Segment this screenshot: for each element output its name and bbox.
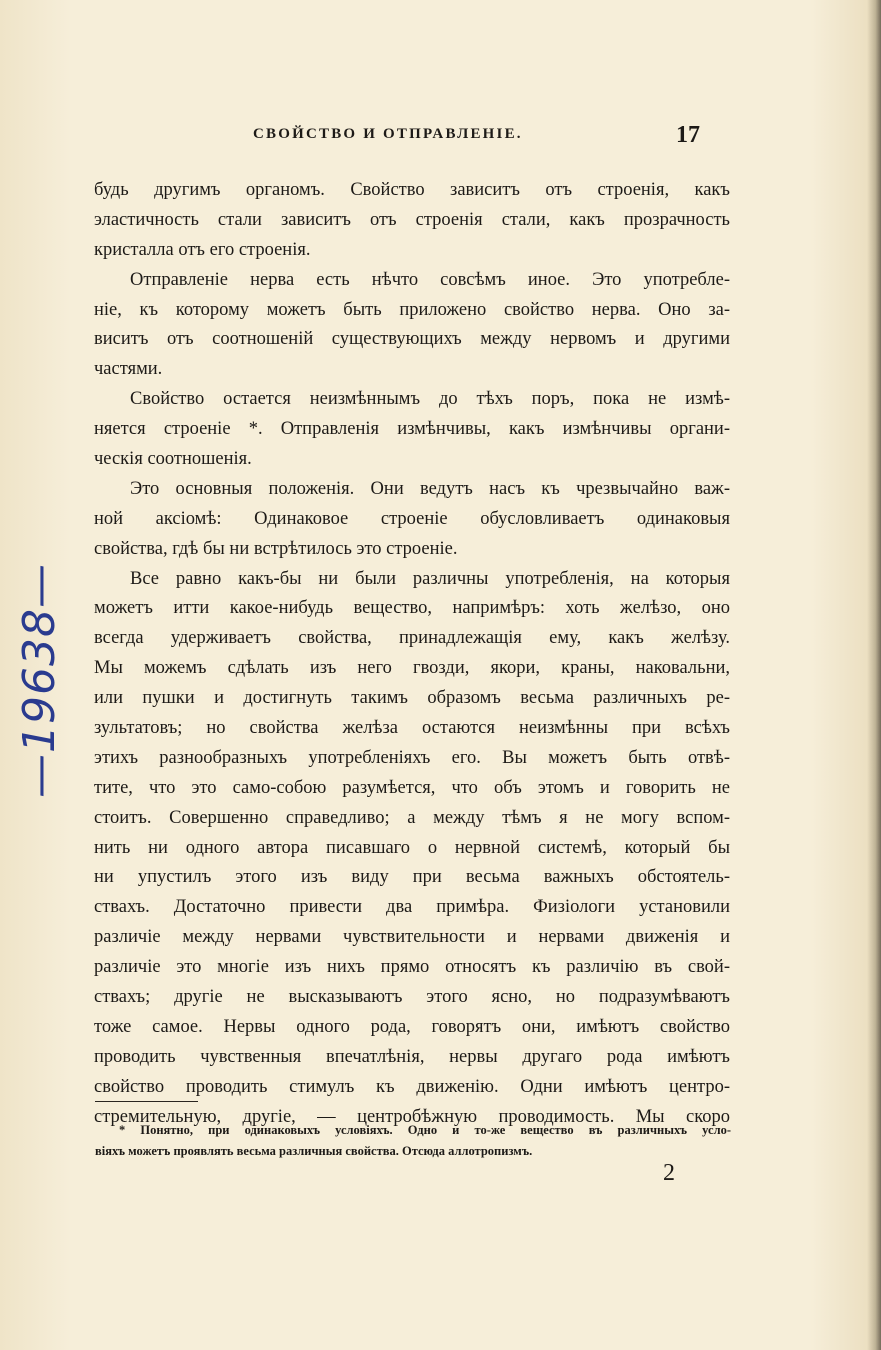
handwritten-annotation-text: —19638— (14, 563, 65, 798)
text-line: проводить чувственныя впечатлѣнія, нервы другаго рода имѣютъ (94, 1046, 730, 1067)
text-line: ніе, къ которому можетъ быть приложено свойство нерва. Оно за- (94, 299, 730, 320)
signature-mark: 2 (663, 1160, 675, 1186)
text-line: тите, что это само-собою разумѣется, что объ этомъ и говорить не (94, 777, 730, 798)
page-edge-shadow (867, 0, 881, 1350)
text-line: зультатовъ; но свойства желѣза остаются неизмѣнны при всѣхъ (94, 718, 730, 739)
text-line: ной аксіомѣ: Одинаковое строеніе обусловливаетъ одинаковыя (94, 508, 730, 529)
page-number: 17 (676, 122, 700, 148)
text-line: няется строеніе *. Отправленія измѣнчивы, какъ измѣнчивы органи- (94, 419, 730, 440)
text-line: Это основныя положенія. Они ведутъ насъ къ чрезвычайно важ- (130, 478, 730, 499)
text-line: ни упустилъ этого изъ виду при весьма важныхъ обстоятель- (94, 867, 730, 888)
text-line: свойства, гдѣ бы ни встрѣтилось это строеніе. (94, 538, 458, 559)
text-line: ствахъ; другіе не высказываютъ этого ясно, но подразумѣваютъ (94, 987, 730, 1008)
footnote-line: віяхъ можетъ проявлять весьма различныя свойства. Отсюда аллотропизмъ. (95, 1144, 533, 1158)
footnote-line: * Понятно, при одинаковыхъ условіяхъ. Одно и то-же вещество въ различныхъ усло- (119, 1123, 731, 1137)
text-line: тоже самое. Нервы одного рода, говорятъ они, имѣютъ свойство (94, 1016, 730, 1037)
text-line: Свойство остается неизмѣннымъ до тѣхъ поръ, пока не измѣ- (130, 389, 730, 410)
text-line: свойство проводить стимулъ къ движенію. Одни имѣютъ центро- (94, 1076, 730, 1097)
text-line: всегда удерживаетъ свойства, принадлежащія ему, какъ желѣзу. (94, 628, 730, 649)
text-line: ческія соотношенія. (94, 449, 252, 470)
text-line: различіе между нервами чувствительности и нервами движенія и (94, 927, 730, 948)
text-line: или пушки и достигнуть такимъ образомъ весьма различныхъ ре- (94, 688, 730, 709)
text-line: различіе это многіе изъ нихъ прямо относятъ къ различію въ свой- (94, 957, 730, 978)
text-line: Все равно какъ-бы ни были различны употребленія, на которыя (130, 568, 730, 589)
text-line: этихъ разнообразныхъ употребленіяхъ его. Вы можетъ быть отвѣ- (94, 747, 730, 768)
text-line: Отправленіе нерва есть нѣчто совсѣмъ иное. Это употребле- (130, 269, 730, 290)
text-line: стоитъ. Совершенно справедливо; а между тѣмъ я не могу вспом- (94, 807, 730, 828)
handwritten-annotation (10, 530, 70, 800)
text-line: ствахъ. Достаточно привести два примѣра. Физіологи установили (94, 897, 730, 918)
text-line: Мы можемъ сдѣлать изъ него гвозди, якори, краны, наковальни, (94, 658, 730, 679)
text-line: стремительную, другіе, — центробѣжную проводимость. Мы скоро (94, 1106, 730, 1127)
body-text (94, 176, 730, 1133)
text-line: кристалла отъ его строенія. (94, 239, 311, 260)
text-line: частями. (94, 359, 163, 380)
text-line: будь другимъ органомъ. Свойство зависитъ отъ строенія, какъ (94, 180, 730, 200)
text-line: эластичность стали зависитъ отъ строенія стали, какъ прозрачность (94, 209, 730, 230)
running-title: СВОЙСТВО И ОТПРАВЛЕНІЕ. (253, 126, 523, 142)
footnote (95, 1120, 731, 1162)
text-line: можетъ итти какое-нибудь вещество, напримѣръ: хоть желѣзо, оно (94, 598, 730, 619)
footnote-divider (95, 1101, 198, 1102)
text-line: виситъ отъ соотношеній существующихъ между нервомъ и другими (94, 329, 730, 350)
text-line: нить ни одного автора писавшаго о нервной системѣ, который бы (94, 837, 730, 858)
